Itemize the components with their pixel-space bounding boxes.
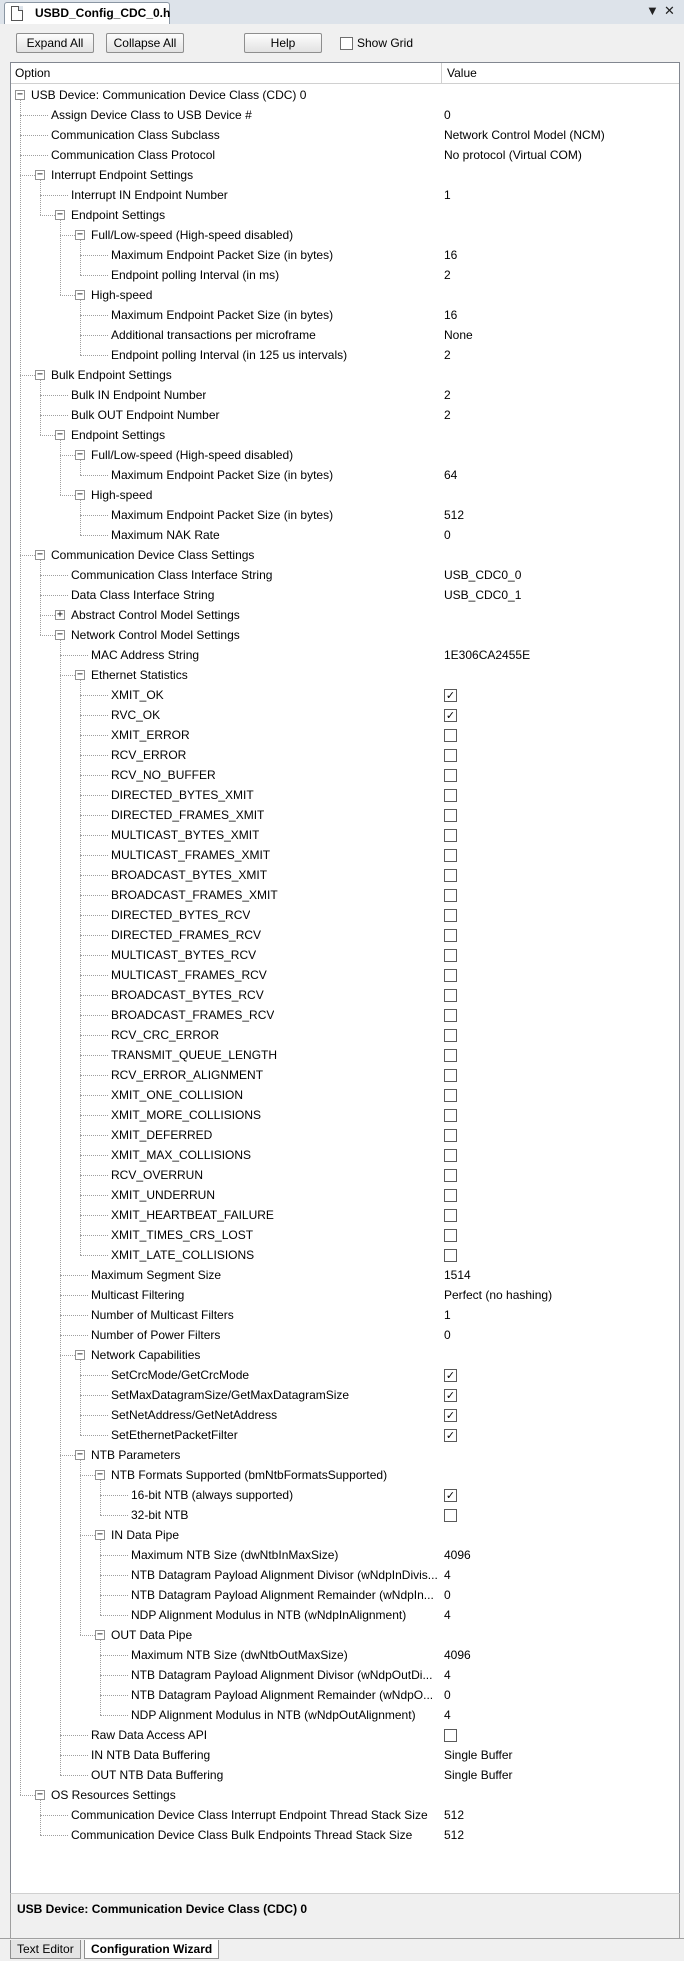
unchecked-checkbox[interactable] [444, 1129, 457, 1142]
option-label: OUT Data Pipe [111, 1628, 193, 1642]
collapse-icon[interactable]: − [56, 429, 64, 440]
option-value[interactable]: USB_CDC0_1 [444, 588, 522, 602]
option-label: Network Capabilities [91, 1348, 201, 1362]
collapse-icon[interactable]: − [76, 1349, 84, 1360]
option-label: BROADCAST_FRAMES_RCV [111, 1008, 275, 1022]
option-label: Assign Device Class to USB Device # [51, 108, 252, 122]
option-label: BROADCAST_BYTES_RCV [111, 988, 264, 1002]
tree-row[interactable] [11, 765, 679, 785]
tree-row[interactable] [11, 1165, 679, 1185]
option-value[interactable]: 16 [444, 248, 458, 262]
option-label: 16-bit NTB (always supported) [131, 1488, 294, 1502]
option-label: XMIT_TIMES_CRS_LOST [111, 1228, 254, 1242]
collapse-icon[interactable]: − [36, 169, 44, 180]
unchecked-checkbox[interactable] [444, 989, 457, 1002]
unchecked-checkbox[interactable] [444, 929, 457, 942]
option-label: Communication Device Class Bulk Endpoints Thread Stack Size [71, 1828, 413, 1842]
option-label: IN NTB Data Buffering [91, 1748, 211, 1762]
tree-row[interactable] [11, 405, 679, 425]
tree-row[interactable] [11, 505, 679, 525]
option-label: Ethernet Statistics [91, 668, 188, 682]
option-label: DIRECTED_FRAMES_RCV [111, 928, 262, 942]
tree-row[interactable] [11, 945, 679, 965]
checked-checkbox[interactable]: ✓ [445, 1489, 456, 1502]
tree-row[interactable] [11, 1805, 679, 1825]
tree-row[interactable] [11, 85, 679, 105]
tree-row[interactable] [11, 665, 679, 685]
option-label: Maximum Endpoint Packet Size (in bytes) [111, 248, 334, 262]
unchecked-checkbox[interactable] [444, 1109, 457, 1122]
option-label: RCV_NO_BUFFER [111, 768, 216, 782]
description-panel [10, 1893, 680, 1940]
document-tab-title: USBD_Config_CDC_0.h [35, 6, 171, 20]
option-label: Endpoint Settings [71, 208, 166, 222]
option-label: Bulk Endpoint Settings [51, 368, 172, 382]
option-label: MULTICAST_BYTES_XMIT [111, 828, 260, 842]
option-label: Full/Low-speed (High-speed disabled) [91, 228, 294, 242]
option-value[interactable]: 4 [444, 1608, 451, 1622]
collapse-icon[interactable]: − [76, 449, 84, 460]
option-label: MULTICAST_FRAMES_RCV [111, 968, 267, 982]
option-value[interactable]: 4 [444, 1668, 451, 1682]
option-label: SetMaxDatagramSize/GetMaxDatagramSize [111, 1388, 350, 1402]
tree-row[interactable] [11, 1565, 679, 1585]
tree-row[interactable] [11, 325, 679, 345]
tree-row[interactable] [11, 1425, 679, 1445]
tab-text-editor[interactable]: Text Editor [10, 1940, 81, 1959]
tree-row[interactable] [11, 965, 679, 985]
collapse-icon[interactable]: − [76, 289, 84, 300]
close-icon[interactable]: ✕ [664, 3, 675, 18]
tree-row[interactable] [11, 625, 679, 645]
unchecked-checkbox[interactable] [444, 949, 457, 962]
option-label: Full/Low-speed (High-speed disabled) [91, 448, 294, 462]
checked-checkbox[interactable]: ✓ [445, 1369, 456, 1382]
collapse-icon[interactable]: − [96, 1529, 104, 1540]
option-label: RCV_OVERRUN [111, 1168, 204, 1182]
tree-row[interactable] [11, 805, 679, 825]
option-label: TRANSMIT_QUEUE_LENGTH [111, 1048, 278, 1062]
expand-all-button[interactable]: Expand All [16, 33, 94, 53]
tree-row[interactable] [11, 165, 679, 185]
option-label: NDP Alignment Modulus in NTB (wNdpInAlignment) [131, 1608, 407, 1622]
option-label: Maximum NAK Rate [111, 528, 220, 542]
option-label: SetEthernetPacketFilter [111, 1428, 238, 1442]
collapse-icon[interactable]: − [76, 669, 84, 680]
unchecked-checkbox[interactable] [444, 1509, 457, 1522]
option-label: High-speed [91, 488, 153, 502]
column-separator[interactable] [441, 63, 442, 83]
option-label: Maximum NTB Size (dwNtbInMaxSize) [131, 1548, 339, 1562]
unchecked-checkbox[interactable] [444, 1069, 457, 1082]
tree-row[interactable] [11, 1465, 679, 1485]
option-label: Network Control Model Settings [71, 628, 240, 642]
option-value[interactable]: None [444, 328, 473, 342]
option-label: USB Device: Communication Device Class (CDC) 0 [31, 88, 307, 102]
option-label: Maximum Endpoint Packet Size (in bytes) [111, 308, 334, 322]
tree-row[interactable] [11, 725, 679, 745]
option-label: Communication Device Class Interrupt Endpoint Thread Stack Size [71, 1808, 428, 1822]
tree-row[interactable] [11, 1685, 679, 1705]
option-value[interactable]: 4096 [444, 1548, 471, 1562]
tree-row[interactable] [11, 525, 679, 545]
option-label: MAC Address String [91, 648, 200, 662]
unchecked-checkbox[interactable] [444, 1189, 457, 1202]
option-label: Communication Class Subclass [51, 128, 220, 142]
tree-row[interactable] [11, 1045, 679, 1065]
option-value[interactable]: 2 [444, 268, 451, 282]
option-label: Number of Power Filters [91, 1328, 221, 1342]
option-label: Endpoint polling Interval (in ms) [111, 268, 280, 282]
option-label: Endpoint Settings [71, 428, 166, 442]
help-button[interactable]: Help [244, 33, 322, 53]
tree-row[interactable] [11, 845, 679, 865]
collapse-icon[interactable]: − [56, 629, 64, 640]
option-value[interactable]: 1 [444, 188, 451, 202]
option-label: XMIT_UNDERRUN [111, 1188, 216, 1202]
unchecked-checkbox[interactable] [444, 1249, 457, 1262]
tree-row[interactable] [11, 925, 679, 945]
document-icon [11, 6, 23, 21]
option-label: Maximum Segment Size [91, 1268, 222, 1282]
option-label: Interrupt Endpoint Settings [51, 168, 194, 182]
tree-row[interactable] [11, 1245, 679, 1265]
tree-row[interactable] [11, 985, 679, 1005]
option-label: Data Class Interface String [71, 588, 215, 602]
option-label: Maximum Endpoint Packet Size (in bytes) [111, 468, 334, 482]
option-label: IN Data Pipe [111, 1528, 180, 1542]
option-label: NTB Formats Supported (bmNtbFormatsSupported) [111, 1468, 388, 1482]
tree-row[interactable] [11, 1605, 679, 1625]
option-label: XMIT_MAX_COLLISIONS [111, 1148, 252, 1162]
tree-row[interactable] [11, 285, 679, 305]
collapse-icon[interactable]: − [76, 1449, 84, 1460]
option-label: Multicast Filtering [91, 1288, 185, 1302]
tree-row[interactable] [11, 645, 679, 665]
tree-row[interactable] [11, 1745, 679, 1765]
tree-row[interactable] [11, 1505, 679, 1525]
option-value[interactable]: 2 [444, 348, 451, 362]
column-header-value[interactable]: Value [447, 66, 477, 80]
tree-row[interactable] [11, 1025, 679, 1045]
unchecked-checkbox[interactable] [444, 889, 457, 902]
option-label: NTB Datagram Payload Alignment Divisor (wNdpOutDi... [131, 1668, 433, 1682]
option-label: XMIT_MORE_COLLISIONS [111, 1108, 262, 1122]
option-value[interactable]: 0 [444, 528, 451, 542]
column-header-option[interactable]: Option [15, 66, 51, 80]
options-tree-grid [10, 62, 680, 1894]
collapse-icon[interactable]: − [36, 369, 44, 380]
tree-row[interactable] [11, 865, 679, 885]
unchecked-checkbox[interactable] [444, 1049, 457, 1062]
unchecked-checkbox[interactable] [444, 849, 457, 862]
tree-row[interactable] [11, 605, 679, 625]
tree-row[interactable] [11, 1545, 679, 1565]
tree-row[interactable] [11, 265, 679, 285]
tree-row[interactable] [11, 745, 679, 765]
option-value[interactable]: No protocol (Virtual COM) [444, 148, 582, 162]
bottom-tab-bar [0, 1938, 684, 1961]
option-value[interactable]: 512 [444, 1808, 465, 1822]
unchecked-checkbox[interactable] [444, 1089, 457, 1102]
document-tab-bar [0, 0, 684, 25]
tree-row[interactable] [11, 185, 679, 205]
unchecked-checkbox[interactable] [444, 909, 457, 922]
collapse-icon[interactable]: − [96, 1629, 104, 1640]
checked-checkbox[interactable]: ✓ [445, 1429, 456, 1442]
tree-row[interactable] [11, 1645, 679, 1665]
option-label: Maximum Endpoint Packet Size (in bytes) [111, 508, 334, 522]
tree-row[interactable] [11, 565, 679, 585]
option-value[interactable]: 2 [444, 388, 451, 402]
option-label: High-speed [91, 288, 153, 302]
option-label: XMIT_LATE_COLLISIONS [111, 1248, 255, 1262]
option-label: XMIT_DEFERRED [111, 1128, 213, 1142]
option-label: SetCrcMode/GetCrcMode [111, 1368, 250, 1382]
option-label: Interrupt IN Endpoint Number [71, 188, 228, 202]
unchecked-checkbox[interactable] [444, 1149, 457, 1162]
tree-row[interactable] [11, 1205, 679, 1225]
option-value[interactable]: 0 [444, 108, 451, 122]
option-label: 32-bit NTB [131, 1508, 189, 1522]
option-label: DIRECTED_FRAMES_XMIT [111, 808, 265, 822]
tree-row[interactable] [11, 465, 679, 485]
tree-row[interactable] [11, 1005, 679, 1025]
tree-row[interactable] [11, 1105, 679, 1125]
document-tab[interactable] [4, 2, 170, 24]
tree-row[interactable] [11, 1485, 679, 1505]
unchecked-checkbox[interactable] [444, 749, 457, 762]
option-label: XMIT_OK [111, 688, 164, 702]
grid-header [11, 63, 679, 84]
tree-row[interactable] [11, 345, 679, 365]
tree-row[interactable] [11, 1145, 679, 1165]
unchecked-checkbox[interactable] [444, 829, 457, 842]
option-label: Communication Class Interface String [71, 568, 273, 582]
option-label: DIRECTED_BYTES_RCV [111, 908, 251, 922]
option-label: MULTICAST_FRAMES_XMIT [111, 848, 271, 862]
unchecked-checkbox[interactable] [444, 1169, 457, 1182]
collapse-icon[interactable]: − [76, 489, 84, 500]
tree-row[interactable] [11, 365, 679, 385]
unchecked-checkbox[interactable] [444, 729, 457, 742]
unchecked-checkbox[interactable] [444, 789, 457, 802]
tree-row[interactable] [11, 785, 679, 805]
unchecked-checkbox[interactable] [444, 1729, 457, 1742]
option-label: RVC_OK [111, 708, 161, 722]
tree-row[interactable] [11, 885, 679, 905]
unchecked-checkbox[interactable] [444, 1229, 457, 1242]
tree-row[interactable] [11, 425, 679, 445]
option-label: Communication Device Class Settings [51, 548, 255, 562]
tree-row[interactable] [11, 305, 679, 325]
option-label: XMIT_HEARTBEAT_FAILURE [111, 1208, 274, 1222]
option-value[interactable]: 512 [444, 508, 465, 522]
collapse-icon[interactable]: − [36, 1789, 44, 1800]
option-value[interactable]: 4 [444, 1708, 451, 1722]
tree-row[interactable] [11, 105, 679, 125]
option-label: BROADCAST_FRAMES_XMIT [111, 888, 278, 902]
show-grid-checkbox[interactable] [340, 37, 353, 50]
tree-row[interactable] [11, 1825, 679, 1845]
option-label: NTB Datagram Payload Alignment Remainder (wNdpIn... [131, 1588, 434, 1602]
option-value[interactable]: 1E306CA2455E [444, 648, 531, 662]
unchecked-checkbox[interactable] [444, 809, 457, 822]
collapse-icon[interactable]: − [36, 549, 44, 560]
tree-row[interactable] [11, 1445, 679, 1465]
option-value[interactable]: 4096 [444, 1648, 471, 1662]
tree-row[interactable] [11, 1225, 679, 1245]
tree-row[interactable] [11, 1525, 679, 1545]
tree-row[interactable] [11, 1125, 679, 1145]
option-label: RCV_ERROR [111, 748, 187, 762]
option-label: RCV_ERROR_ALIGNMENT [111, 1068, 264, 1082]
tree-row[interactable] [11, 1725, 679, 1745]
option-label: OS Resources Settings [51, 1788, 176, 1802]
tree-row[interactable] [11, 545, 679, 565]
option-label: XMIT_ONE_COLLISION [111, 1088, 244, 1102]
option-value[interactable]: 2 [444, 408, 451, 422]
option-label: Endpoint polling Interval (in 125 us intervals) [111, 348, 348, 362]
expand-icon[interactable]: + [56, 609, 64, 620]
unchecked-checkbox[interactable] [444, 1029, 457, 1042]
option-value[interactable]: Perfect (no hashing) [444, 1288, 553, 1302]
option-value[interactable]: 16 [444, 308, 458, 322]
option-value[interactable]: 4 [444, 1568, 451, 1582]
option-label: Bulk IN Endpoint Number [71, 388, 207, 402]
option-value[interactable]: USB_CDC0_0 [444, 568, 522, 582]
checked-checkbox[interactable]: ✓ [445, 689, 456, 702]
tree-row[interactable] [11, 1085, 679, 1105]
tree-row[interactable] [11, 685, 679, 705]
tab-list-dropdown-icon[interactable]: ▼ [646, 3, 659, 18]
option-value[interactable]: 1514 [444, 1268, 471, 1282]
collapse-icon[interactable]: − [16, 89, 24, 100]
tree-row[interactable] [11, 125, 679, 145]
option-label: Raw Data Access API [91, 1728, 208, 1742]
option-label: NTB Datagram Payload Alignment Divisor (wNdpInDivis... [131, 1568, 438, 1582]
option-value[interactable]: 64 [444, 468, 458, 482]
tree-row[interactable] [11, 1585, 679, 1605]
wizard-toolbar [0, 24, 684, 62]
checked-checkbox[interactable]: ✓ [445, 1409, 456, 1422]
tree-row[interactable] [11, 1305, 679, 1325]
tree-row[interactable] [11, 1285, 679, 1305]
show-grid-label: Show Grid [357, 36, 414, 50]
option-label: Communication Class Protocol [51, 148, 216, 162]
tree-row[interactable] [11, 1765, 679, 1785]
option-value[interactable]: Network Control Model (NCM) [444, 128, 605, 142]
option-value[interactable]: Single Buffer [444, 1768, 513, 1782]
unchecked-checkbox[interactable] [444, 769, 457, 782]
tree-row[interactable] [11, 1325, 679, 1345]
collapse-icon[interactable]: − [56, 209, 64, 220]
tree-row[interactable] [11, 225, 679, 245]
tree-row[interactable] [11, 1185, 679, 1205]
tree-row[interactable] [11, 1065, 679, 1085]
description-text: USB Device: Communication Device Class (CDC) 0 [17, 1902, 308, 1916]
unchecked-checkbox[interactable] [444, 869, 457, 882]
tree-row[interactable] [11, 585, 679, 605]
tree-row[interactable] [11, 1665, 679, 1685]
option-label: Abstract Control Model Settings [71, 608, 240, 622]
tree-row[interactable] [11, 1405, 679, 1425]
option-label: BROADCAST_BYTES_XMIT [111, 868, 268, 882]
option-label: MULTICAST_BYTES_RCV [111, 948, 257, 962]
tree-row[interactable] [11, 825, 679, 845]
tab-configuration-wizard[interactable]: Configuration Wizard [84, 1940, 219, 1959]
option-label: NTB Datagram Payload Alignment Remainder (wNdpO... [131, 1688, 434, 1702]
unchecked-checkbox[interactable] [444, 1009, 457, 1022]
unchecked-checkbox[interactable] [444, 1209, 457, 1222]
option-label: XMIT_ERROR [111, 728, 190, 742]
tree-row[interactable] [11, 1705, 679, 1725]
checked-checkbox[interactable]: ✓ [445, 709, 456, 722]
option-label: Additional transactions per microframe [111, 328, 316, 342]
tree-row[interactable] [11, 485, 679, 505]
tree-row[interactable] [11, 1385, 679, 1405]
tree-row[interactable] [11, 1625, 679, 1645]
option-label: NDP Alignment Modulus in NTB (wNdpOutAlignment) [131, 1708, 416, 1722]
tree-row[interactable] [11, 445, 679, 465]
tree-row[interactable] [11, 145, 679, 165]
option-label: OUT NTB Data Buffering [91, 1768, 224, 1782]
option-label: SetNetAddress/GetNetAddress [111, 1408, 278, 1422]
tree-row[interactable] [11, 705, 679, 725]
option-label: RCV_CRC_ERROR [111, 1028, 220, 1042]
option-value[interactable]: 0 [444, 1688, 451, 1702]
tree-row[interactable] [11, 385, 679, 405]
option-value[interactable]: 0 [444, 1588, 451, 1602]
option-label: NTB Parameters [91, 1448, 181, 1462]
checked-checkbox[interactable]: ✓ [445, 1389, 456, 1402]
collapse-all-button[interactable]: Collapse All [106, 33, 184, 53]
collapse-icon[interactable]: − [76, 229, 84, 240]
option-value[interactable]: Single Buffer [444, 1748, 513, 1762]
unchecked-checkbox[interactable] [444, 969, 457, 982]
option-label: Maximum NTB Size (dwNtbOutMaxSize) [131, 1648, 348, 1662]
tree-row[interactable] [11, 205, 679, 225]
tree-row[interactable] [11, 1345, 679, 1365]
option-value[interactable]: 1 [444, 1308, 451, 1322]
tree-row[interactable] [11, 245, 679, 265]
option-value[interactable]: 512 [444, 1828, 465, 1842]
collapse-icon[interactable]: − [96, 1469, 104, 1480]
option-label: Number of Multicast Filters [91, 1308, 234, 1322]
tree-row[interactable] [11, 1785, 679, 1805]
option-label: DIRECTED_BYTES_XMIT [111, 788, 254, 802]
tree-row[interactable] [11, 1365, 679, 1385]
tree-row[interactable] [11, 1265, 679, 1285]
tree-row[interactable] [11, 905, 679, 925]
option-label: Bulk OUT Endpoint Number [71, 408, 220, 422]
option-value[interactable]: 0 [444, 1328, 451, 1342]
